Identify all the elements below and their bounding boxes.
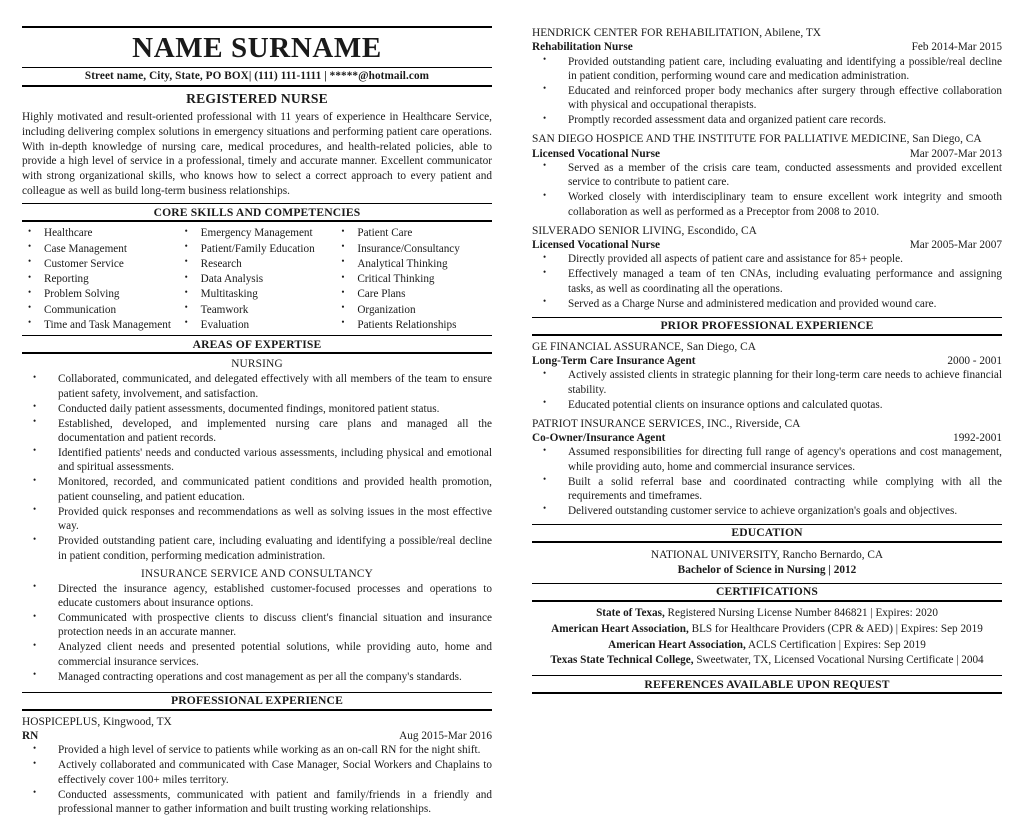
list-item: • Data Analysis <box>179 272 336 287</box>
certification-detail: Sweetwater, TX, Licensed Vocational Nursing Certificate | 2004 <box>693 654 984 667</box>
list-item: • Case Management <box>22 242 179 257</box>
entry-role: Co-Owner/Insurance Agent <box>532 431 666 444</box>
certification-issuer: State of Texas, <box>596 606 665 619</box>
list-item <box>532 606 1002 622</box>
certification-issuer: Texas State Technical College, <box>550 654 694 667</box>
left-column <box>22 26 492 816</box>
areas-of-expertise-heading: AREAS OF EXPERTISE <box>22 335 492 354</box>
list-item: • Communicated with prospective clients to discuss client's financial situation and insurance protection needs in an accurate manner. <box>22 611 492 640</box>
certifications-heading: CERTIFICATIONS <box>532 583 1002 602</box>
experience-entry <box>532 336 1002 412</box>
list-item: • Identified patients' needs and conducted various assessments, including physical and emotional and spiritual assessments. <box>22 446 492 475</box>
list-item: • Educated potential clients on insurance options and calculated quotas. <box>532 398 1002 412</box>
list-item: • Reporting <box>22 272 179 287</box>
entry-role-row <box>22 729 492 743</box>
list-item: • Evaluation <box>179 318 336 333</box>
list-item: • Teamwork <box>179 303 336 318</box>
list-item: • Provided outstanding patient care, including evaluating and identifying a possible/real decline in patient condition, performing wound care and medication administration. <box>532 55 1002 84</box>
certifications-list <box>532 602 1002 674</box>
list-item: • Served as a Charge Nurse and administered medication and provided wound care. <box>532 297 1002 311</box>
entry-dates: Mar 2005-Mar 2007 <box>909 239 1002 252</box>
entry-dates: 1992-2001 <box>953 431 1002 444</box>
core-skills-column-3 <box>335 226 492 333</box>
entry-bullet-list <box>532 445 1002 518</box>
list-item: • Analytical Thinking <box>335 257 492 272</box>
list-item: • Built a solid referral base and coordinated contracting while complying with all the requirements and timeframes. <box>532 475 1002 504</box>
certification-detail: BLS for Healthcare Providers (CPR & AED) | Expires: Sep 2019 <box>688 622 983 635</box>
prior-experience-section <box>532 317 1002 519</box>
entry-role-row <box>532 238 1002 252</box>
nursing-bullet-list <box>22 372 492 563</box>
list-item: • Patients Relationships <box>335 318 492 333</box>
list-item <box>532 622 1002 638</box>
references-section <box>532 675 1002 694</box>
candidate-name: NAME SURNAME <box>132 32 382 64</box>
list-item-label: Time and Task Management <box>44 318 171 331</box>
list-item: • Effectively managed a team of ten CNAs, including evaluating performance and assigning tasks, as well as coordinating all the operations. <box>532 267 1002 296</box>
core-skills-heading: CORE SKILLS AND COMPETENCIES <box>22 203 492 222</box>
entry-role: Licensed Vocational Nurse <box>532 239 661 252</box>
right-column <box>532 26 1002 732</box>
experience-entry <box>22 711 492 817</box>
list-item: • Provided a high level of service to patients while working as an on-call RN for the night shift. <box>22 743 492 757</box>
entry-bullet-list <box>532 161 1002 219</box>
list-item: • Provided quick responses and recommendations as well as solving issues in the most effective way. <box>22 505 492 534</box>
core-skills-column-2 <box>179 226 336 333</box>
certifications-section <box>532 583 1002 674</box>
professional-summary: Highly motivated and result-oriented professional with 11 years of experience in Healthcare Service, including delivering complex solutions in emergency situations and performing patient care operations. With in-depth knowledge of nursing care, medical procedures, and health-related policies, able to provide a high level of service in a professional, timely and accurate manner. Excellent communicator with strong organizational skills, who knows how to select a correct approach to every patient and colleague as well as build long-term business relationships. <box>22 111 492 197</box>
core-skills-column-1 <box>22 226 179 333</box>
entry-bullet-list <box>532 368 1002 412</box>
education-school: NATIONAL UNIVERSITY, Rancho Bernardo, CA <box>650 548 884 561</box>
list-item: • Educated and reinforced proper body mechanics after surgery through effective collaboration with physical and occupational therapists. <box>532 84 1002 113</box>
list-item: • Customer Service <box>22 257 179 272</box>
entry-dates: Mar 2007-Mar 2013 <box>909 147 1002 160</box>
list-item <box>532 638 1002 654</box>
list-item: • Delivered outstanding customer service to achieve organization's goals and objectives. <box>532 504 1002 518</box>
list-item: • Directed the insurance agency, established customer-focused processes and operations to educate customers about insurance options. <box>22 582 492 611</box>
entry-company: HENDRICK CENTER FOR REHABILITATION, Abilene, TX <box>532 27 822 39</box>
list-item: • Served as a member of the crisis care team, conducted assessments and provided excellent service to contribute to patient care. <box>532 161 1002 190</box>
entry-role-row <box>532 147 1002 161</box>
list-item: • Actively collaborated and communicated with Case Manager, Social Workers and Chaplains to effectively cover 100+ miles territory. <box>22 758 492 787</box>
entry-dates: 2000 - 2001 <box>947 354 1002 367</box>
list-item: • Healthcare <box>22 226 179 241</box>
entry-bullet-list <box>22 743 492 816</box>
certification-issuer: American Heart Association, <box>608 638 746 651</box>
list-item: • Established, developed, and implemented nursing care plans and managed all the documentation and patient records. <box>22 417 492 446</box>
education-heading: EDUCATION <box>532 524 1002 543</box>
list-item: • Conducted assessments, communicated with patient and family/friends in a friendly and professional manner to gather information and built trusting working relationships. <box>22 788 492 817</box>
professional-experience-heading: PROFESSIONAL EXPERIENCE <box>22 692 492 711</box>
core-skills-section <box>22 203 492 333</box>
entry-role-row <box>532 354 1002 368</box>
education-section <box>532 524 1002 578</box>
list-item: • Conducted daily patient assessments, documented findings, monitored patient status. <box>22 402 492 416</box>
entry-role-row <box>532 40 1002 54</box>
certification-issuer: American Heart Association, <box>551 622 689 635</box>
list-item: • Critical Thinking <box>335 272 492 287</box>
certification-detail: ACLS Certification | Expires: Sep 2019 <box>745 638 926 651</box>
areas-of-expertise-section <box>22 335 492 684</box>
list-item: • Managed contracting operations and cost management as per all the company's standards. <box>22 670 492 684</box>
experience-entry <box>532 220 1002 311</box>
entry-bullet-list <box>532 252 1002 311</box>
education-degree: Bachelor of Science in Nursing | 2012 <box>677 563 857 576</box>
insurance-subheading: INSURANCE SERVICE AND CONSULTANCY <box>141 567 373 580</box>
entry-role: RN <box>22 730 39 743</box>
list-item: • Research <box>179 257 336 272</box>
experience-entry <box>532 26 1002 128</box>
prior-experience-heading: PRIOR PROFESSIONAL EXPERIENCE <box>532 317 1002 336</box>
list-item: • Promptly recorded assessment data and organized patient care records. <box>532 113 1002 127</box>
entry-company: SAN DIEGO HOSPICE AND THE INSTITUTE FOR PALLIATIVE MEDICINE, San Diego, CA <box>532 133 982 146</box>
list-item: • Organization <box>335 303 492 318</box>
list-item: • Assumed responsibilities for directing full range of agency's operations and cost management, while providing auto, home and commercial insurance services. <box>532 445 1002 474</box>
professional-title: REGISTERED NURSE <box>186 91 328 107</box>
entry-company: PATRIOT INSURANCE SERVICES, INC., Riverside, CA <box>532 417 801 430</box>
experience-entry <box>532 413 1002 519</box>
list-item: • Patient/Family Education <box>179 242 336 257</box>
experience-entry <box>532 128 1002 219</box>
list-item: • Patient Care <box>335 226 492 241</box>
list-item: • Emergency Management <box>179 226 336 241</box>
entry-bullet-list <box>532 55 1002 128</box>
entry-role-row <box>532 431 1002 445</box>
list-item: • Worked closely with interdisciplinary team to ensure excellent work integrity and smooth collaboration as well as performed as a Preceptor from 2008 to 2010. <box>532 190 1002 219</box>
list-item: • Multitasking <box>179 287 336 302</box>
list-item: • Communication <box>22 303 179 318</box>
list-item <box>532 653 1002 669</box>
list-item: • Monitored, recorded, and communicated patient conditions and provided health promotion, patient counseling, and patient education. <box>22 475 492 504</box>
entry-dates: Feb 2014-Mar 2015 <box>911 41 1002 54</box>
certification-detail: Registered Nursing License Number 846821 | Expires: 2020 <box>664 606 938 619</box>
list-item: • Care Plans <box>335 287 492 302</box>
entry-company: HOSPICEPLUS, Kingwood, TX <box>22 715 172 728</box>
entry-company: GE FINANCIAL ASSURANCE, San Diego, CA <box>532 340 756 353</box>
entry-role: Licensed Vocational Nurse <box>532 147 661 160</box>
entry-company: SILVERADO SENIOR LIVING, Escondido, CA <box>532 224 757 237</box>
list-item: • Actively assisted clients in strategic planning for their long-term care needs to achieve financial stability. <box>532 368 1002 397</box>
list-item: • Analyzed client needs and presented potential solutions, while providing auto, home and commercial insurance services. <box>22 640 492 669</box>
core-skills-grid <box>22 222 492 333</box>
contact-line: Street name, City, State, PO BOX| (111) 111-1111 | *****@hotmail.com <box>84 70 430 83</box>
list-item: • Insurance/Consultancy <box>335 242 492 257</box>
professional-experience-section <box>22 692 492 817</box>
list-item: • Provided outstanding patient care, including evaluating and identifying a possible/real decline in patient condition, performing medication administration. <box>22 534 492 563</box>
references-heading: REFERENCES AVAILABLE UPON REQUEST <box>532 675 1002 694</box>
list-item <box>22 318 179 333</box>
entry-role: Rehabilitation Nurse <box>532 41 633 54</box>
entry-dates: Aug 2015-Mar 2016 <box>399 730 492 743</box>
list-item: • Directly provided all aspects of patient care and assistance for 85+ people. <box>532 252 1002 266</box>
nursing-subheading: NURSING <box>231 358 283 371</box>
list-item: • Problem Solving <box>22 287 179 302</box>
entry-role: Long-Term Care Insurance Agent <box>532 354 696 367</box>
insurance-bullet-list <box>22 582 492 685</box>
list-item: • Collaborated, communicated, and delegated effectively with all members of the team to ensure patient safety, involvement, and satisfaction. <box>22 372 492 401</box>
education-entry <box>532 543 1002 578</box>
